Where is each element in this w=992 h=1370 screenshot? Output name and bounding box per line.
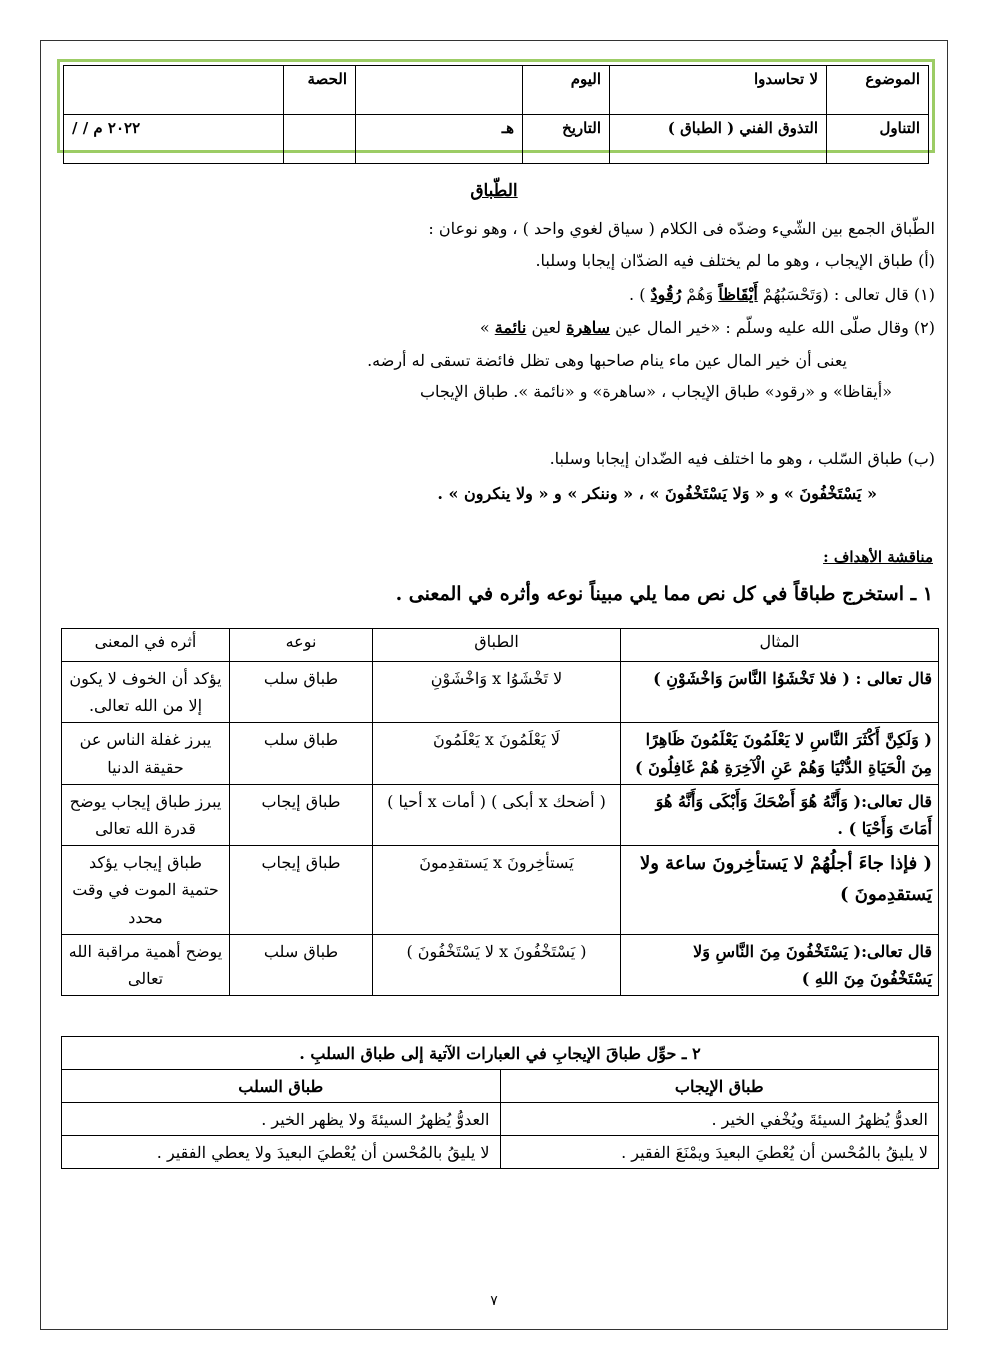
table-row xyxy=(62,1103,939,1136)
ex1-word-2: رُقُودٌ xyxy=(650,285,682,304)
q2-ijab: لا يليقُ بالمُحْسن أن يُعْطيَ البعيدَ ويمْنَعَ الفقير . xyxy=(500,1136,939,1169)
q1-example: قال تعالى : ( فلا تَخْشَوُا النَّاسَ وَاخْشَوْنِ ) xyxy=(621,662,939,723)
q1-header-type: نوعه xyxy=(230,629,373,662)
topic-label: التناول xyxy=(827,115,929,164)
header-frame xyxy=(57,59,935,153)
ex1-word-1: أَيْقَاظاً xyxy=(718,285,758,304)
q1-header-effect: أثره في المعنى xyxy=(62,629,230,662)
q1-effect: يوضح أهمية مراقبة الله تعالى xyxy=(62,934,230,995)
subject-value: لا تحاسدوا xyxy=(610,66,827,115)
q1-header-tibaq: الطباق xyxy=(373,629,621,662)
table-row xyxy=(62,662,939,723)
q2-salb: لا يليقُ بالمُحْسن أن يُعْطيَ البعيدَ ولا يعطي الفقير . xyxy=(62,1136,501,1169)
ex2-mid: لعين xyxy=(531,318,562,337)
q2-header-salb: طباق السلب xyxy=(62,1070,501,1103)
table-row xyxy=(62,934,939,995)
q1-example: قال تعالى:( يَسْتَخْفُونَ مِنَ النَّاسِ وَلا يَسْتَخْفُونَ مِنَ اللهِ ) xyxy=(621,934,939,995)
gregorian-date: / / ٢٠٢٢ م xyxy=(64,115,284,164)
q2-salb: العدوُّ يُظهرُ السيئةَ ولا يظهر الخير . xyxy=(62,1103,501,1136)
table-row xyxy=(62,784,939,845)
q1-tibaq: لا تَخْشَوُا x وَاخْشَوْنِ xyxy=(373,662,621,723)
table-row xyxy=(62,723,939,784)
example-2 xyxy=(53,318,935,337)
q1-tibaq: ( يَسْتَخْفُونَ x لا يَسْتَخْفُونَ ) xyxy=(373,934,621,995)
example-2-explanation: يعنى أن خير المال عين ماء ينام صاحبها وهى تظل فائضة تسقى له أرضه. xyxy=(367,351,847,370)
definition: الطّباق الجمع بين الشّيء وضدّه فى الكلام ( سياق لغوي واحد ) ، وهو نوعان : xyxy=(428,219,935,238)
q1-type: طباق إيجاب xyxy=(230,784,373,845)
q1-type: طباق سلب xyxy=(230,934,373,995)
type-b: (ب) طباق السّلب ، وهو ما اختلف فيه الضّدان إيجابا وسلبا. xyxy=(549,449,935,468)
q2-table xyxy=(61,1036,939,1169)
q1-example: ( وَلَكِنَّ أَكْثَرَ النَّاسِ لا يَعْلَمُونَ يَعْلَمُونَ ظَاهِرًا مِنَ الْحَيَاةِ الدُّنْيَا وَهُمْ عَنِ الْآخِرَةِ هُمْ غَافِلُونَ ) xyxy=(621,723,939,784)
q1-effect: يبرز غفلة الناس عن حقيقة الدنيا xyxy=(62,723,230,784)
date-label: التاريخ xyxy=(523,115,610,164)
q1-type: طباق سلب xyxy=(230,723,373,784)
q1-table xyxy=(61,628,939,996)
q1-tibaq: ( أضحك x أبكى ) ( أمات x أحيا ) xyxy=(373,784,621,845)
q1-effect: يبرز طباق إيجاب يوضح قدرة الله تعالى xyxy=(62,784,230,845)
q2-title: ٢ ـ حوِّل طباقَ الإيجابِ في العبارات الآتية إلى طباق السلبِ . xyxy=(62,1037,939,1070)
q2-header-ijab: طباق الإيجاب xyxy=(500,1070,939,1103)
q1-effect: طباق إيجاب يؤكد حتمية الموت في وقت محدد xyxy=(62,846,230,935)
page xyxy=(40,40,948,1330)
hijri-suffix: هـ xyxy=(356,115,523,164)
table-row xyxy=(62,846,939,935)
ex1-pre: (١) قال تعالى : (وَتَحْسَبُهُمْ xyxy=(762,285,935,304)
subject-label: الموضوع xyxy=(827,66,929,115)
day-value xyxy=(356,66,523,115)
q1-effect: يؤكد أن الخوف لا يكون إلا من الله تعالى. xyxy=(62,662,230,723)
ex1-mid: وَهُمْ xyxy=(686,285,714,304)
ex2-pre: (٢) وقال صلّى الله عليه وسلّم : «خير المال عين xyxy=(615,318,935,337)
example-1 xyxy=(53,285,935,304)
ex1-post: ) . xyxy=(629,285,646,304)
hijri-empty xyxy=(284,115,356,164)
summary-a: «أيقاظا» و «رقود» طباق الإيجاب ، «ساهرة» و «نائمة ». طباق الإيجاب xyxy=(419,382,892,401)
type-a: (أ) طباق الإيجاب ، وهو ما لم يختلف فيه الضدّان إيجابا وسلبا. xyxy=(535,251,935,270)
period-value xyxy=(64,66,284,115)
q1-type: طباق سلب xyxy=(230,662,373,723)
page-number: ٧ xyxy=(490,1293,498,1309)
q1-tibaq: يَستأخِرونَ x يَستقدِمونَ xyxy=(373,846,621,935)
q1-type: طباق إيجاب xyxy=(230,846,373,935)
type-b-example: « يَسْتَخْفُونَ » و « وَلا يَسْتَخْفُونَ » ، « وننكر » و « ولا ينكرون » . xyxy=(437,484,877,503)
ex2-post: » xyxy=(479,318,490,337)
table-row xyxy=(62,1136,939,1169)
topic-value: التذوق الفني ( الطباق ) xyxy=(610,115,827,164)
lesson-title: الطّباق xyxy=(470,181,518,201)
objectives-title: مناقشة الأهداف : xyxy=(823,548,933,566)
ex2-word-1: ساهرة xyxy=(566,318,611,337)
q1-header-example: المثال xyxy=(621,629,939,662)
q1-example: ( فإذا جاءَ أجلُهُمْ لا يَستأخِرونَ ساعة ولا يَستقدِمونَ ) xyxy=(621,846,939,935)
q2-ijab: العدوُّ يُظهرُ السيئةَ ويُخْفي الخير . xyxy=(500,1103,939,1136)
header-table xyxy=(63,65,929,164)
q1-tibaq: لَا يَعْلَمُونَ x يَعْلَمُونَ xyxy=(373,723,621,784)
day-label: اليوم xyxy=(523,66,610,115)
q1-example: قال تعالى:( وَأَنَّهُ هُوَ أَضْحَكَ وَأَبْكَى وَأَنَّهُ هُوَ أَمَاتَ وَأَحْيَا ) . xyxy=(621,784,939,845)
q1-title: ١ ـ استخرج طباقاً في كل نص مما يلي مبيناً نوعه وأثره في المعنى . xyxy=(395,583,933,605)
ex2-word-2: نائمة xyxy=(494,318,527,337)
period-label: الحصة xyxy=(284,66,356,115)
